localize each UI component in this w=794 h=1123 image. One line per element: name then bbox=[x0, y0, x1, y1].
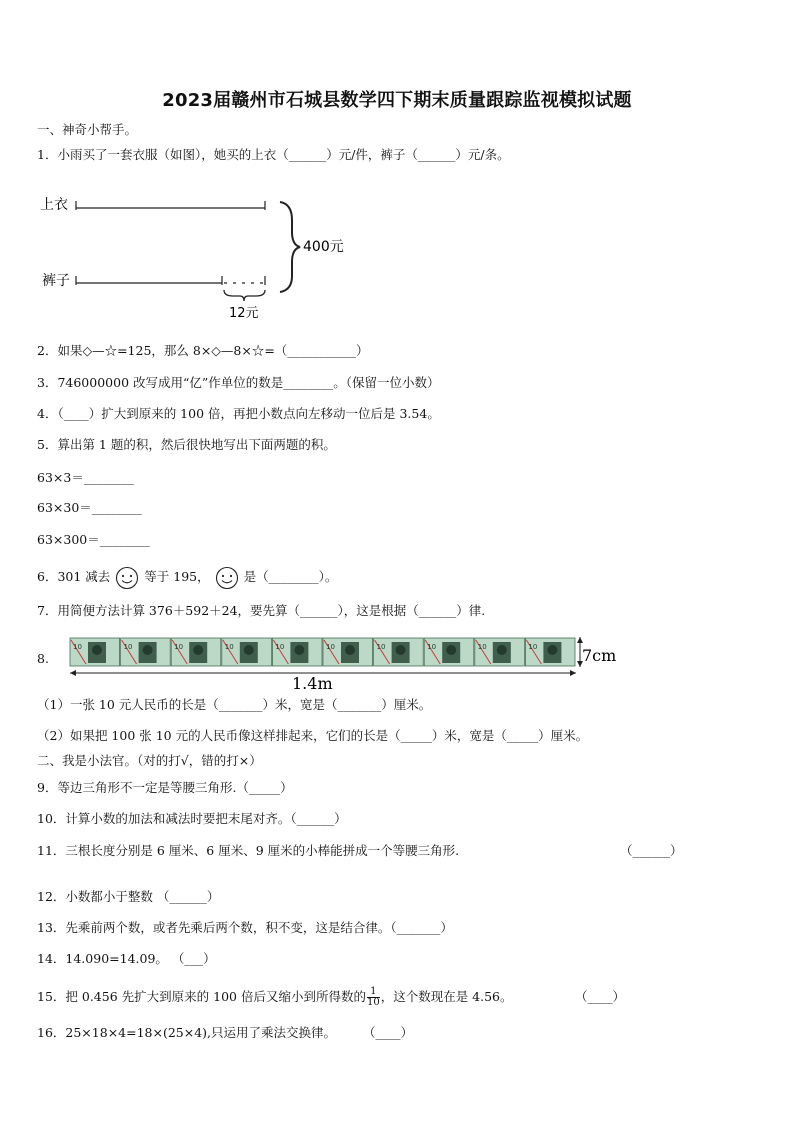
fraction-denominator: 10 bbox=[366, 997, 380, 1008]
banknote bbox=[121, 638, 171, 666]
banknote-value-label: 10 bbox=[477, 643, 487, 651]
banknote bbox=[222, 638, 272, 666]
banknote-value-label: 10 bbox=[275, 643, 285, 651]
banknote-value-label: 10 bbox=[376, 643, 386, 651]
question-8-number: 8. bbox=[37, 651, 49, 666]
banknote bbox=[525, 638, 575, 666]
q1-segment-diagram bbox=[38, 190, 348, 325]
smiley-face-icon bbox=[214, 566, 240, 590]
small-brace bbox=[224, 290, 265, 301]
banknote-value-label: 10 bbox=[73, 643, 82, 651]
question-16: 16．25×18×4=18×(25×4),只运用了乘法交换律。 bbox=[37, 1025, 337, 1040]
question-7: 7．用简便方法计算 376＋592＋24，要先算（______），这是根据（______）律. bbox=[37, 603, 486, 618]
difference-label: 12元 bbox=[229, 306, 259, 321]
q6-part1: 6．301 减去 bbox=[37, 569, 111, 584]
banknote-value-label: 10 bbox=[174, 643, 184, 651]
total-label: 400元 bbox=[303, 239, 344, 255]
q6-part3: 是（________）。 bbox=[243, 569, 338, 584]
banknote bbox=[70, 638, 120, 666]
question-5b: 63×30＝________ bbox=[37, 500, 142, 515]
question-2: 2．如果◇—☆=125，那么 8×◇—8×☆=（___________） bbox=[37, 343, 369, 358]
question-4: 4．（____）扩大到原来的 100 倍，再把小数点向左移动一位后是 3.54。 bbox=[37, 406, 440, 421]
question-5c: 63×300＝________ bbox=[37, 532, 150, 547]
section-2-heading: 二、我是小法官。（对的打√，错的打×） bbox=[37, 753, 262, 768]
banknote-value-label: 10 bbox=[123, 643, 133, 651]
banknote-value-label: 10 bbox=[427, 643, 437, 651]
banknote-value-label: 10 bbox=[224, 643, 234, 651]
question-16-answer: （____） bbox=[363, 1025, 414, 1040]
question-5a: 63×3＝________ bbox=[37, 470, 134, 485]
question-5: 5．算出第 1 题的积，然后很快地写出下面两题的积。 bbox=[37, 437, 336, 452]
banknote-strip-figure bbox=[64, 633, 624, 691]
fraction-numerator: 1 bbox=[367, 987, 380, 998]
q6-part2: 等于 195， bbox=[144, 569, 210, 584]
question-14: 14．14.090=14.09。 （___） bbox=[37, 951, 216, 966]
question-11: 11．三根长度分别是 6 厘米、6 厘米、9 厘米的小棒能拼成一个等腰三角形. bbox=[37, 843, 460, 858]
banknote-value-label: 10 bbox=[326, 643, 335, 651]
banknote bbox=[272, 638, 322, 666]
width-label: 7cm bbox=[582, 646, 617, 665]
question-15 bbox=[37, 983, 513, 1011]
question-13: 13．先乘前两个数，或者先乘后两个数，积不变，这是结合律。（_______） bbox=[37, 920, 453, 935]
question-15-answer: （____） bbox=[575, 989, 626, 1004]
top-segment-label: 上衣 bbox=[40, 197, 68, 213]
banknote bbox=[475, 638, 525, 666]
banknote bbox=[374, 638, 424, 666]
question-1: 1．小雨买了一套衣服（如图），她买的上衣（______）元/件，裤子（______）元/条。 bbox=[37, 147, 510, 162]
question-11-answer: （______） bbox=[620, 843, 683, 858]
banknote-value-label: 10 bbox=[528, 643, 538, 651]
big-brace bbox=[280, 202, 300, 292]
page-title: 2023届赣州市石城县数学四下期末质量跟踪监视模拟试题 bbox=[162, 90, 632, 111]
banknote bbox=[171, 638, 221, 666]
q15-part1: 15．把 0.456 先扩大到原来的 100 倍后又缩小到所得数的 bbox=[37, 989, 366, 1004]
question-12: 12．小数都小于整数 （______） bbox=[37, 889, 220, 904]
question-3: 3．746000000 改写成用“亿”作单位的数是________。（保留一位小数） bbox=[37, 375, 440, 390]
banknote bbox=[323, 638, 373, 666]
length-label: 1.4m bbox=[292, 674, 333, 691]
question-8-2: （2）如果把 100 张 10 元的人民币像这样排起来，它们的长是（_____）米，宽是（_____）厘米。 bbox=[37, 728, 589, 743]
question-8-1: （1）一张 10 元人民币的长是（_______）米，宽是（_______）厘米。 bbox=[37, 697, 432, 712]
smiley-face-icon bbox=[114, 566, 140, 590]
question-9: 9．等边三角形不一定是等腰三角形.（_____） bbox=[37, 780, 293, 795]
question-6 bbox=[37, 564, 337, 590]
bottom-segment-label: 裤子 bbox=[42, 273, 70, 289]
banknote bbox=[424, 638, 474, 666]
question-10: 10．计算小数的加法和减法时要把末尾对齐。（______） bbox=[37, 811, 347, 826]
fraction bbox=[367, 987, 380, 1008]
q15-part2: ，这个数现在是 4.56。 bbox=[380, 989, 513, 1004]
section-1-heading: 一、神奇小帮手。 bbox=[37, 122, 138, 137]
